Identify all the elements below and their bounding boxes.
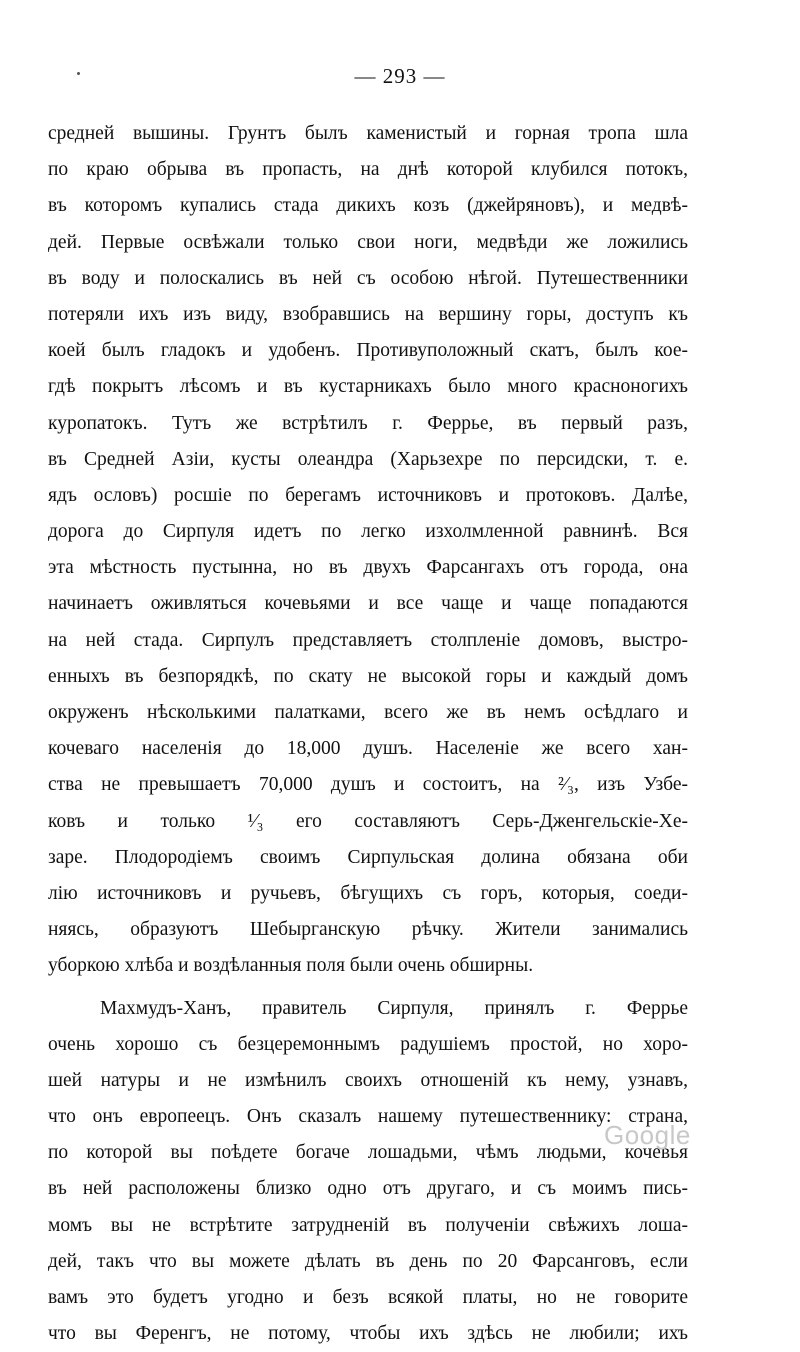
text-line: въ ней расположены близко одно отъ другаго, и съ моимъ пись-	[48, 1171, 688, 1207]
text-line: въ Средней Азіи, кусты олеандра (Харьзехре по персидски, т. е.	[48, 442, 688, 478]
text-line: дей, такъ что вы можете дѣлать въ день по 20 Фарсанговъ, если	[48, 1244, 688, 1280]
text-line: кочеваго населенія до 18,000 душъ. Населеніе же всего хан-	[48, 731, 688, 767]
text-line: шей натуры и не измѣнилъ своихъ отношеній къ нему, узнавъ,	[48, 1063, 688, 1099]
body-text	[48, 116, 688, 1352]
page-number: — 293 —	[0, 64, 800, 89]
text-line: ства не превышаетъ 70,000 душъ и состоитъ, на ²⁄₃, изъ Узбе-	[48, 767, 688, 803]
text-line: вамъ это будетъ угодно и безъ всякой платы, но не говорите	[48, 1280, 688, 1316]
paragraph-1	[48, 116, 688, 985]
paragraph-2	[48, 991, 688, 1352]
text-line: дорога до Сирпуля идетъ по легко изхолмленной равнинѣ. Вся	[48, 514, 688, 550]
text-line: ковъ и только ¹⁄₃ его составляютъ Серь-Дженгельскіе-Хе-	[48, 804, 688, 840]
text-line: гдѣ покрытъ лѣсомъ и въ кустарникахъ было много красноногихъ	[48, 369, 688, 405]
text-line: уборкою хлѣба и воздѣланныя поля были очень обширны.	[48, 948, 688, 984]
text-line: заре. Плодородіемъ своимъ Сирпульская долина обязана оби	[48, 840, 688, 876]
text-line: момъ вы не встрѣтите затрудненій въ полученіи свѣжихъ лоша-	[48, 1208, 688, 1244]
text-line: коей былъ гладокъ и удобенъ. Противуположный скатъ, былъ кое-	[48, 333, 688, 369]
text-line: потеряли ихъ изъ виду, взобравшись на вершину горы, доступъ къ	[48, 297, 688, 333]
text-line: что вы Ференгъ, не потому, чтобы ихъ здѣсь не любили; ихъ	[48, 1316, 688, 1352]
text-line: что онъ европеецъ. Онъ сказалъ нашему путешественнику: страна,	[48, 1099, 688, 1135]
text-line: Махмудъ-Ханъ, правитель Сирпуля, принялъ г. Феррье	[48, 991, 688, 1027]
text-line: средней вышины. Грунтъ былъ каменистый и горная тропа шла	[48, 116, 688, 152]
text-line: по краю обрыва въ пропасть, на днѣ которой клубился потокъ,	[48, 152, 688, 188]
text-line: лію источниковъ и ручьевъ, бѣгущихъ съ горъ, которыя, соеди-	[48, 876, 688, 912]
text-line: эта мѣстность пустынна, но въ двухъ Фарсангахъ отъ города, она	[48, 550, 688, 586]
text-line: по которой вы поѣдете богаче лошадьми, чѣмъ людьми, кочевья	[48, 1135, 688, 1171]
text-line: окруженъ нѣсколькими палатками, всего же въ немъ осѣдлаго и	[48, 695, 688, 731]
text-line: очень хорошо съ безцеремоннымъ радушіемъ простой, но хоро-	[48, 1027, 688, 1063]
text-line: начинаетъ оживляться кочевьями и все чаще и чаще попадаются	[48, 586, 688, 622]
watermark-logo: Google	[604, 1120, 691, 1151]
text-line: въ воду и полоскались въ ней съ особою нѣгой. Путешественники	[48, 261, 688, 297]
text-line: куропатокъ. Тутъ же встрѣтилъ г. Феррье, въ первый разъ,	[48, 406, 688, 442]
text-line: въ которомъ купались стада дикихъ козъ (джейряновъ), и медвѣ-	[48, 188, 688, 224]
text-line: енныхъ въ безпорядкѣ, по скату не высокой горы и каждый домъ	[48, 659, 688, 695]
text-line: дей. Первые освѣжали только свои ноги, медвѣди же ложились	[48, 225, 688, 261]
text-line: на ней стада. Сирпулъ представляетъ столпленіе домовъ, выстро-	[48, 623, 688, 659]
text-line: ядъ ословъ) росшіе по берегамъ источниковъ и протоковъ. Далѣе,	[48, 478, 688, 514]
text-line: няясь, образуютъ Шебырганскую рѣчку. Жители занимались	[48, 912, 688, 948]
